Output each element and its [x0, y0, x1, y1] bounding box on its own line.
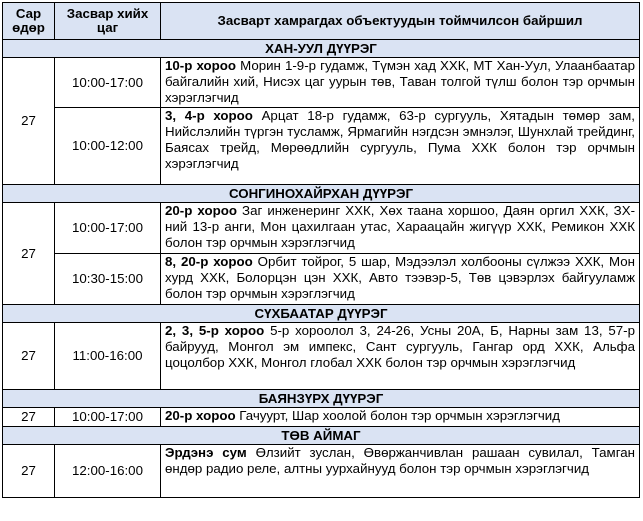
location-text: Өлзийт зуслан, Өвөржанчивлан рашаан сувилал, Тамган өндөр радио реле, алтны уурхайнууд болон тэр орчмын хэрэглэгчид [165, 444, 635, 476]
table-row [3, 253, 640, 304]
district-name: БАЯНЗҮРХ ДҮҮРЭГ [3, 389, 640, 407]
location-text: 5-р хороолол 3, 24-26, Усны 20А, Б, Нарны зам 13, 57-р байрууд, Монгол эм импекс, Сант сургууль, Гангар орд ХХК, Альфа цоцолбор ХХК, Монгол глобал ХХК болон тэр орчмын хэрэглэгчид [165, 322, 635, 371]
table-row [3, 202, 640, 253]
header-time: Засвар хийх цаг [55, 3, 161, 40]
district-row [3, 304, 640, 322]
district-name: СҮХБААТАР ДҮҮРЭГ [3, 304, 640, 322]
location-cell [161, 202, 640, 253]
outage-schedule-table [2, 2, 640, 498]
district-row [3, 389, 640, 407]
time-cell: 10:00-17:00 [55, 202, 161, 253]
location-text: Арцат 18-р гудамж, 63-р сургууль, Хятадын төмөр зам, Нийслэлийн түргэн тусламж, Ярмагийн нэгдсэн эмнэлэг, Шунхлай трейдинг, Баясах трейд, Мөрөөдлийн сургууль, Пума ХХК болон тэр орчмын хэрэглэгчид [165, 107, 635, 172]
table-row [3, 322, 640, 389]
district-name: ХАН-УУЛ ДҮҮРЭГ [3, 40, 640, 58]
time-cell: 10:00-12:00 [55, 107, 161, 184]
time-cell: 10:30-15:00 [55, 253, 161, 304]
day-cell: 27 [3, 407, 55, 426]
khoroo-label: 8, 20-р хороо [165, 253, 253, 269]
location-text: Заг инженеринг ХХК, Хөх таана хоршоо, Даян оргил ХХК, ЗХ-ний 13-р анги, Мон цахилгаан утас, Хараацайн жигүүр ХХК, Ремикон ХХК болон тэр орчмын хэрэглэгчид [165, 202, 636, 251]
table-row [3, 107, 640, 184]
location-cell [161, 253, 640, 304]
time-cell: 12:00-16:00 [55, 444, 161, 497]
location-text: Гачуурт, Шар хоолой болон тэр орчмын хэрэглэгчид [235, 407, 560, 423]
day-cell: 27 [3, 444, 55, 497]
district-row [3, 40, 640, 58]
header-location: Засварт хамрагдах объектуудын тоймчилсон байршил [161, 3, 640, 40]
table-row [3, 58, 640, 108]
khoroo-label: 20-р хороо [165, 407, 236, 423]
header-day: Сар өдөр [3, 3, 55, 40]
time-cell: 10:00-17:00 [55, 58, 161, 108]
location-cell [161, 407, 640, 426]
khoroo-label: 10-р хороо [165, 58, 236, 73]
khoroo-label: 3, 4-р хороо [165, 107, 253, 123]
location-text: Морин 1-9-р гудамж, Түмэн хад ХХК, МТ Хан-Уул, Улаанбаатар байгалийн хий, Нисэх цаг уурын төв, Таван толгой түлш болон тэр орчмын хэрэглэгчид [165, 58, 635, 106]
khoroo-label: 2, 3, 5-р хороо [165, 322, 265, 338]
table-row [3, 444, 640, 497]
day-cell: 27 [3, 58, 55, 185]
location-cell [161, 444, 640, 497]
district-name: ТӨВ АЙМАГ [3, 426, 640, 444]
district-row [3, 184, 640, 202]
day-cell: 27 [3, 322, 55, 389]
khoroo-label: 20-р хороо [165, 202, 237, 218]
table-row [3, 407, 640, 426]
district-name: СОНГИНОХАЙРХАН ДҮҮРЭГ [3, 184, 640, 202]
time-cell: 11:00-16:00 [55, 322, 161, 389]
location-cell [161, 322, 640, 389]
district-row [3, 426, 640, 444]
time-cell: 10:00-17:00 [55, 407, 161, 426]
location-cell [161, 107, 640, 184]
day-cell: 27 [3, 202, 55, 304]
khoroo-label: Эрдэнэ сум [165, 444, 247, 460]
header-row [3, 3, 640, 40]
location-text: Орбит тойрог, 5 шар, Мэдээлэл холбооны сүлжээ ХХК, Мон хурд ХХК, Болорцэн цэн ХХК, Авто тээвэр-5, Төв цэвэрлэх байгууламж болон тэр орчмын хэрэглэгчид [165, 253, 635, 302]
location-cell [161, 58, 640, 108]
